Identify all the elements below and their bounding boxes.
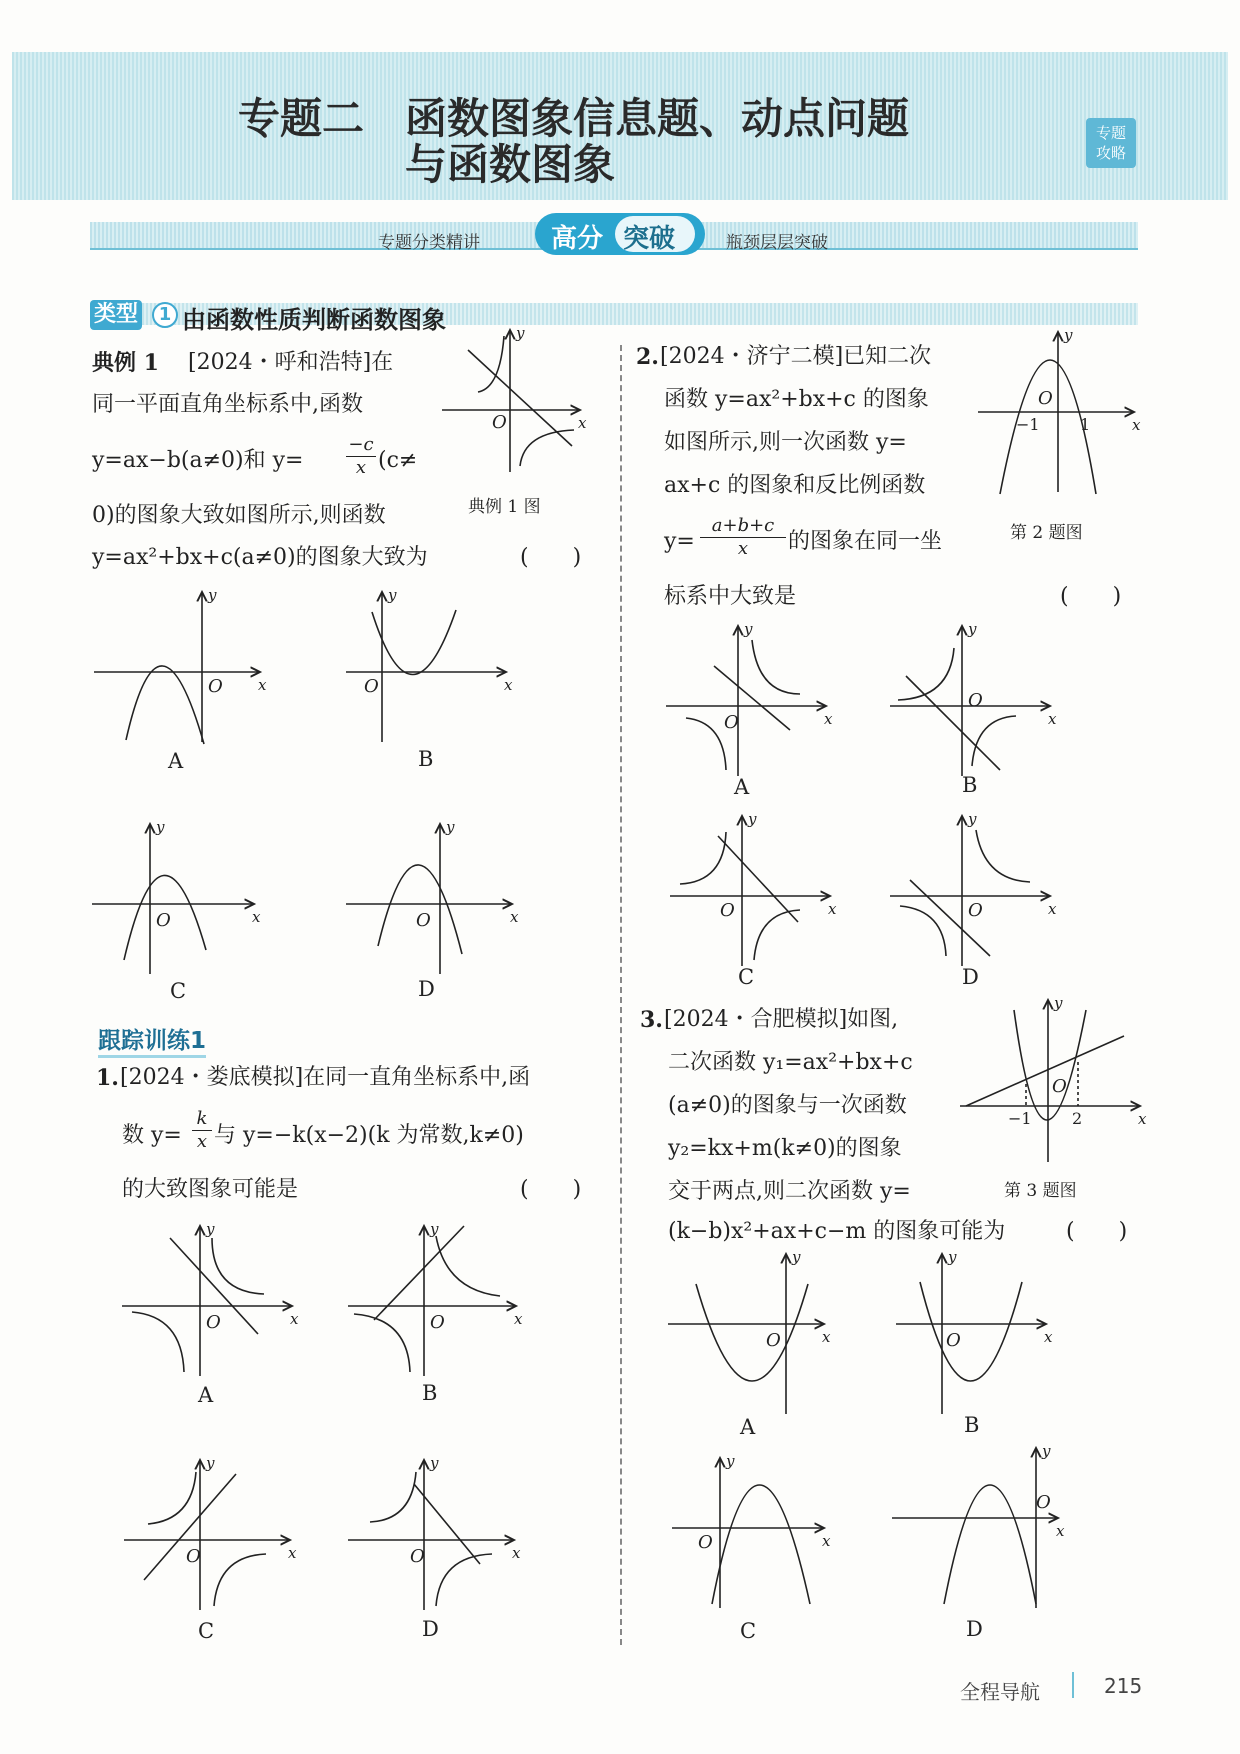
q3-opt-c-x-label: x xyxy=(822,1532,831,1550)
q1-opt-b-origin-label: O xyxy=(430,1312,445,1333)
q2-fig-origin-label: O xyxy=(1038,388,1053,409)
ex1-fig-x-label: x xyxy=(578,414,587,432)
badge-line2: 攻略 xyxy=(1095,144,1126,162)
q2-opt-a-hyp2 xyxy=(686,718,726,770)
q1-opt-a-hyp2 xyxy=(132,1312,184,1372)
ex-opt-d-x-label: x xyxy=(510,908,519,926)
q2-opt-b-y-label: y xyxy=(968,620,977,638)
q3-opt-c-label: C xyxy=(740,1619,757,1643)
example-line1: [2024・呼和浩特]在 xyxy=(188,350,394,375)
q3-number: 3. xyxy=(640,1007,663,1033)
q1-opt-c-label: C xyxy=(198,1619,215,1643)
q3-opt-d-origin-label: O xyxy=(1036,1492,1051,1513)
q1-frac-den: x xyxy=(196,1131,208,1152)
q1-opt-c-x-label: x xyxy=(288,1544,297,1562)
example-line3b: (c≠ xyxy=(378,448,418,473)
q1-opt-a-origin-label: O xyxy=(206,1312,221,1333)
q1-paren: ( ) xyxy=(520,1177,582,1202)
ex-opt-b-parabola xyxy=(372,610,456,675)
q3-opt-a-parabola xyxy=(696,1284,808,1381)
q1-opt-d-x-label: x xyxy=(512,1544,521,1562)
q1-opt-b-x-label: x xyxy=(514,1310,523,1328)
q1-opt-a-label: A xyxy=(198,1383,214,1407)
example-line4: 0)的图象大致如图所示,则函数 xyxy=(92,503,386,528)
q1-opt-b-hyp2 xyxy=(354,1314,410,1372)
q2-frac-den: x xyxy=(737,538,749,559)
q2-line5a: y= xyxy=(664,529,695,554)
q3-paren: ( ) xyxy=(1066,1219,1128,1244)
q1-opt-c-hyp1 xyxy=(148,1472,196,1524)
q1-line2a: 数 y= xyxy=(122,1123,182,1148)
ex-opt-c-origin-label: O xyxy=(156,910,171,931)
q3-opt-c-y-label: y xyxy=(726,1452,735,1470)
badge-line1: 专题 xyxy=(1095,124,1126,142)
q2-figure-caption: 第 2 题图 xyxy=(1010,523,1083,543)
section-tag-label: 类型 xyxy=(94,302,139,327)
example-frac-den: x xyxy=(355,457,367,478)
q2-opt-d-origin-label: O xyxy=(968,900,983,921)
q1-opt-b-y-label: y xyxy=(430,1220,439,1238)
ex-opt-b-y-label: y xyxy=(388,586,397,604)
q1-opt-d-hyp2 xyxy=(436,1554,492,1606)
q2-opt-b-line xyxy=(906,676,1000,770)
ex-opt-d-label: D xyxy=(418,977,435,1001)
q3-opt-c-origin-label: O xyxy=(698,1532,713,1553)
q2-opt-b-hyp2 xyxy=(972,716,1016,766)
q1-opt-d-hyp1 xyxy=(370,1472,416,1522)
q2-opt-d-x-label: x xyxy=(1048,900,1057,918)
q2-opt-d-hyp1 xyxy=(976,830,1030,882)
ex-opt-a-parabola xyxy=(126,666,204,744)
q3-line2: 二次函数 y₁=ax²+bx+c xyxy=(668,1050,913,1075)
footer-text: 全程导航 xyxy=(960,1680,1040,1704)
q2-fig-tick-1: 1 xyxy=(1080,415,1091,434)
ex-opt-a-label: A xyxy=(168,749,184,773)
q3-opt-b-parabola xyxy=(920,1282,1022,1381)
subheader-right: 瓶颈层层突破 xyxy=(726,233,828,253)
q1-opt-d-origin-label: O xyxy=(410,1546,425,1567)
q2-fig-tick-neg1: −1 xyxy=(1016,415,1040,434)
q1-opt-a-hyp1 xyxy=(212,1238,264,1294)
q3-fig-y-label: y xyxy=(1054,994,1063,1012)
q3-fig-tick-neg1: −1 xyxy=(1008,1109,1032,1128)
q2-line1: [2024・济宁二模]已知二次 xyxy=(660,344,932,369)
q3-opt-b-label: B xyxy=(964,1413,980,1437)
q2-number: 2. xyxy=(636,344,659,370)
example-label: 典例 1 xyxy=(92,350,159,376)
tupo-text: 突破 xyxy=(623,224,676,254)
q2-opt-b-label: B xyxy=(962,773,978,797)
q2-line6: 标系中大致是 xyxy=(664,584,797,609)
q3-opt-d-y-label: y xyxy=(1042,1442,1051,1460)
q1-line1: [2024・娄底模拟]在同一直角坐标系中,函 xyxy=(120,1065,531,1090)
q2-opt-a-origin-label: O xyxy=(724,712,739,733)
q1-frac-num: k xyxy=(192,1108,212,1131)
q2-paren: ( ) xyxy=(1060,584,1122,609)
q2-opt-c-x-label: x xyxy=(828,900,837,918)
q2-line4: ax+c 的图象和反比例函数 xyxy=(664,473,926,498)
q3-opt-d-parabola xyxy=(944,1485,1036,1604)
q3-figure-caption: 第 3 题图 xyxy=(1004,1181,1077,1201)
q3-opt-d-label: D xyxy=(966,1617,983,1641)
q1-line3: 的大致图象可能是 xyxy=(122,1177,299,1202)
q2-opt-c-label: C xyxy=(738,965,755,989)
example-paren: ( ) xyxy=(520,545,582,570)
q3-line3: (a≠0)的图象与一次函数 xyxy=(668,1093,907,1118)
q3-fig-parabola xyxy=(1014,1010,1086,1120)
q2-line5b: 的图象在同一坐 xyxy=(788,529,943,554)
q3-opt-d-x-label: x xyxy=(1056,1522,1065,1540)
q3-opt-b-origin-label: O xyxy=(946,1330,961,1351)
q3-line6: (k−b)x²+ax+c−m 的图象可能为 xyxy=(668,1219,1006,1244)
q1-opt-d-label: D xyxy=(422,1617,439,1641)
q2-opt-a-hyp1 xyxy=(752,640,800,694)
q2-fig-y-label: y xyxy=(1064,326,1073,344)
q1-opt-a-y-label: y xyxy=(206,1220,215,1238)
ex1-fig-y-label: y xyxy=(516,324,525,342)
topic-title-line2: 与函数图象 xyxy=(405,140,616,189)
ex-opt-a-x-label: x xyxy=(258,676,267,694)
example-line5: y=ax²+bx+c(a≠0)的图象大致为 xyxy=(92,545,428,570)
ex-opt-c-x-label: x xyxy=(252,908,261,926)
q3-fig-origin-label: O xyxy=(1052,1076,1067,1097)
ex-opt-d-y-label: y xyxy=(446,818,455,836)
q3-fig-x-label: x xyxy=(1138,1110,1147,1128)
q1-opt-c-hyp2 xyxy=(214,1554,266,1606)
q3-fig-line xyxy=(966,1036,1124,1106)
example-frac-num: −c xyxy=(346,434,376,457)
q2-opt-c-origin-label: O xyxy=(720,900,735,921)
q1-opt-d-y-label: y xyxy=(430,1454,439,1472)
q3-opt-a-origin-label: O xyxy=(766,1330,781,1351)
ex1-fig-hyperbola-q4 xyxy=(520,430,574,466)
ex-opt-b-label: B xyxy=(418,747,434,771)
q2-opt-a-y-label: y xyxy=(744,620,753,638)
example-line3a: y=ax−b(a≠0)和 y= xyxy=(92,448,304,473)
q2-frac-num: a+b+c xyxy=(700,515,786,538)
example-line2: 同一平面直角坐标系中,函数 xyxy=(92,392,363,417)
q1-opt-a-x-label: x xyxy=(290,1310,299,1328)
q1-opt-c-origin-label: O xyxy=(186,1546,201,1567)
q3-opt-c-parabola xyxy=(712,1485,810,1604)
q3-opt-b-y-label: y xyxy=(948,1248,957,1266)
ex-opt-d-origin-label: O xyxy=(416,910,431,931)
ex-opt-b-origin-label: O xyxy=(364,676,379,697)
q3-opt-a-x-label: x xyxy=(822,1328,831,1346)
q2-line2: 函数 y=ax²+bx+c 的图象 xyxy=(664,387,929,412)
ex-opt-c-label: C xyxy=(170,979,187,1003)
q3-fig-tick-2: 2 xyxy=(1072,1109,1083,1128)
q2-opt-c-hyp1 xyxy=(680,832,726,884)
page-number: 215 xyxy=(1104,1674,1143,1698)
q1-opt-c-y-label: y xyxy=(206,1454,215,1472)
topic-title-line1: 函数图象信息题、动点问题 xyxy=(405,94,910,143)
q1-line2b: 与 y=−k(x−2)(k 为常数,k≠0) xyxy=(214,1123,524,1148)
q3-opt-a-label: A xyxy=(740,1415,756,1439)
q2-opt-d-label: D xyxy=(962,965,979,989)
q3-opt-b-x-label: x xyxy=(1044,1328,1053,1346)
topic-number: 专题二 xyxy=(238,94,365,143)
q2-opt-c-y-label: y xyxy=(748,810,757,828)
example-figure-caption: 典例 1 图 xyxy=(468,497,541,517)
q2-opt-a-x-label: x xyxy=(824,710,833,728)
ex-opt-b-x-label: x xyxy=(504,676,513,694)
ex-opt-c-y-label: y xyxy=(156,818,165,836)
q3-line1: [2024・合肥模拟]如图, xyxy=(664,1007,899,1032)
ex1-fig-hyperbola-q2 xyxy=(478,336,504,392)
q2-line3: 如图所示,则一次函数 y= xyxy=(664,430,907,455)
q2-opt-d-y-label: y xyxy=(968,810,977,828)
q2-opt-b-x-label: x xyxy=(1048,710,1057,728)
q2-fig-x-label: x xyxy=(1132,416,1141,434)
subheader-left: 专题分类精讲 xyxy=(378,233,480,253)
q3-opt-a-y-label: y xyxy=(792,1248,801,1266)
q3-line4: y₂=kx+m(k≠0)的图象 xyxy=(668,1136,902,1161)
q2-opt-a-label: A xyxy=(734,775,750,799)
q3-line5: 交于两点,则二次函数 y= xyxy=(668,1179,911,1204)
tracking-title: 跟踪训练1 xyxy=(98,1022,206,1058)
ex-opt-a-origin-label: O xyxy=(208,676,223,697)
footer-separator xyxy=(1072,1672,1074,1698)
ex-opt-a-y-label: y xyxy=(208,586,217,604)
q2-opt-b-origin-label: O xyxy=(968,690,983,711)
gaofen-text: 高分 xyxy=(551,224,604,254)
section-title: 由函数性质判断函数图象 xyxy=(182,306,446,334)
q1-number: 1. xyxy=(96,1065,119,1091)
q2-opt-d-hyp2 xyxy=(900,906,946,956)
section-tag-number: 1 xyxy=(152,302,178,328)
q2-opt-b-hyp1 xyxy=(898,648,954,700)
q1-opt-b-label: B xyxy=(422,1381,438,1405)
ex1-fig-origin-label: O xyxy=(492,412,507,433)
